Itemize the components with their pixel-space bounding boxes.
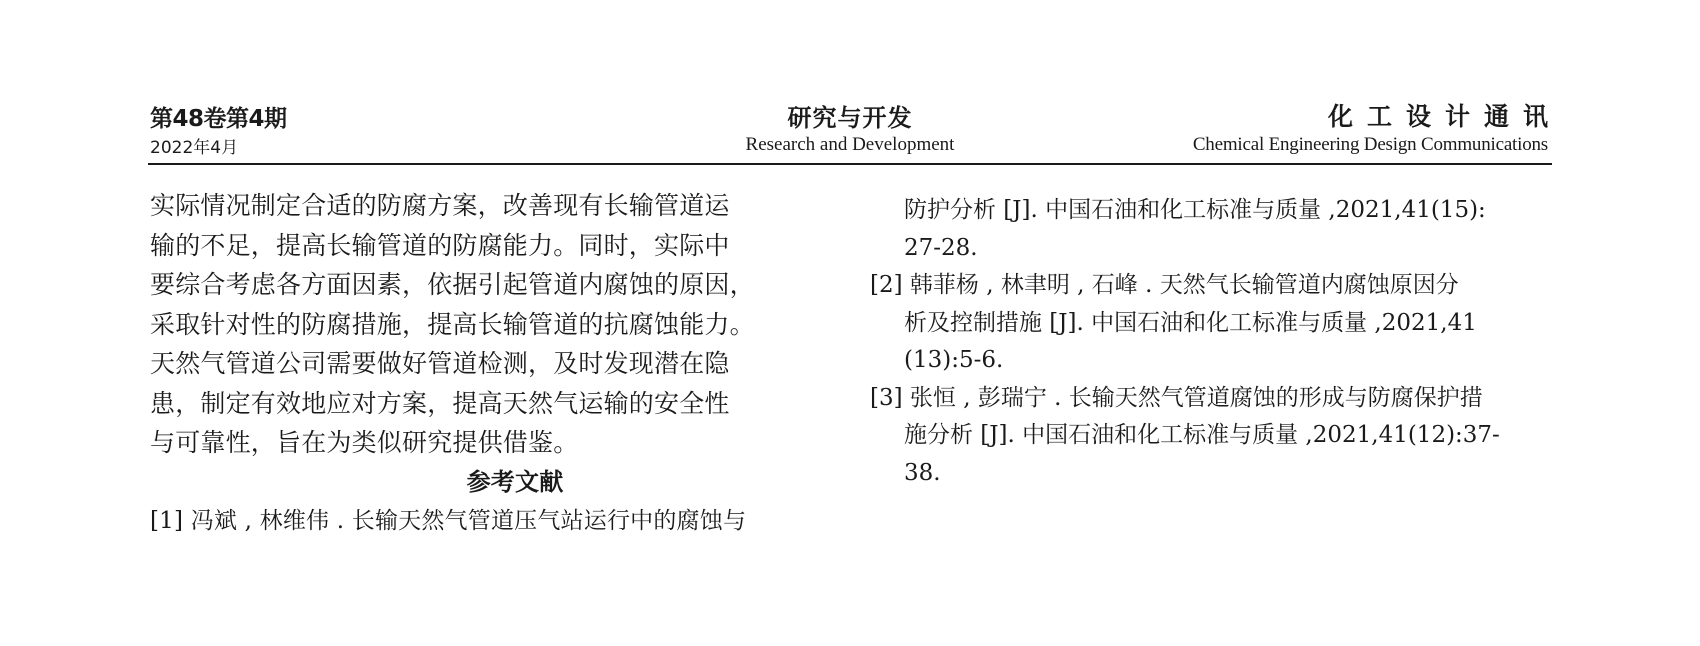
- paragraph-line: 采取针对性的防腐措施，提高长输管道的抗腐蚀能力。: [150, 309, 755, 339]
- reference-line: [2] 韩菲杨 , 林聿明 , 石峰 . 天然气长输管道内腐蚀原因分: [870, 272, 1459, 298]
- conclusion-paragraph: [150, 186, 840, 463]
- right-column: [870, 192, 1560, 492]
- references-heading: 参考文献: [466, 467, 564, 496]
- reference-line: 施分析 [J]. 中国石油和化工标准与质量 ,2021,41(12):37-: [904, 422, 1500, 448]
- paragraph-line: 患，制定有效地应对方案，提高天然气运输的安全性: [150, 388, 730, 418]
- paragraph-line: 天然气管道公司需要做好管道检测，及时发现潜在隐: [150, 349, 730, 378]
- section-title-cn: 研究与开发: [787, 104, 913, 132]
- reference-line: [3] 张恒 , 彭瑞宁 . 长输天然气管道腐蚀的形成与防腐保护措: [870, 384, 1483, 411]
- reference-3: [870, 380, 1560, 493]
- journal-title-en: Chemical Engineering Design Communications: [1192, 134, 1548, 155]
- reference-line: 析及控制措施 [J]. 中国石油和化工标准与质量 ,2021,41: [904, 309, 1477, 336]
- volume-issue: 第48卷第4期: [150, 106, 287, 132]
- reference-line: 27-28.: [904, 234, 978, 261]
- reference-2: [870, 267, 1560, 380]
- left-column: [150, 186, 840, 541]
- reference-line: (13):5-6.: [904, 347, 1004, 373]
- reference-line: 38.: [904, 459, 941, 486]
- paragraph-line: 输的不足，提高长输管道的防腐能力。同时，实际中: [150, 230, 730, 260]
- journal-title-cn: 化工设计通讯: [1327, 102, 1562, 131]
- reference-line: 防护分析 [J]. 中国石油和化工标准与质量 ,2021,41(15):: [904, 197, 1486, 223]
- section-title-en: Research and Development: [745, 134, 955, 155]
- paragraph-line: 与可靠性，旨在为类似研究提供借鉴。: [150, 428, 579, 457]
- reference-1-line: [1] 冯斌 , 林维伟 . 长输天然气管道压气站运行中的腐蚀与: [150, 508, 747, 534]
- paragraph-line: 要综合考虑各方面因素，依据引起管道内腐蚀的原因，: [150, 270, 755, 299]
- header-rule: [148, 163, 1552, 165]
- reference-1-continued: [870, 192, 1560, 267]
- issue-date: 2022年4月: [150, 138, 239, 158]
- paragraph-line: 实际情况制定合适的防腐方案，改善现有长输管道运: [150, 191, 730, 220]
